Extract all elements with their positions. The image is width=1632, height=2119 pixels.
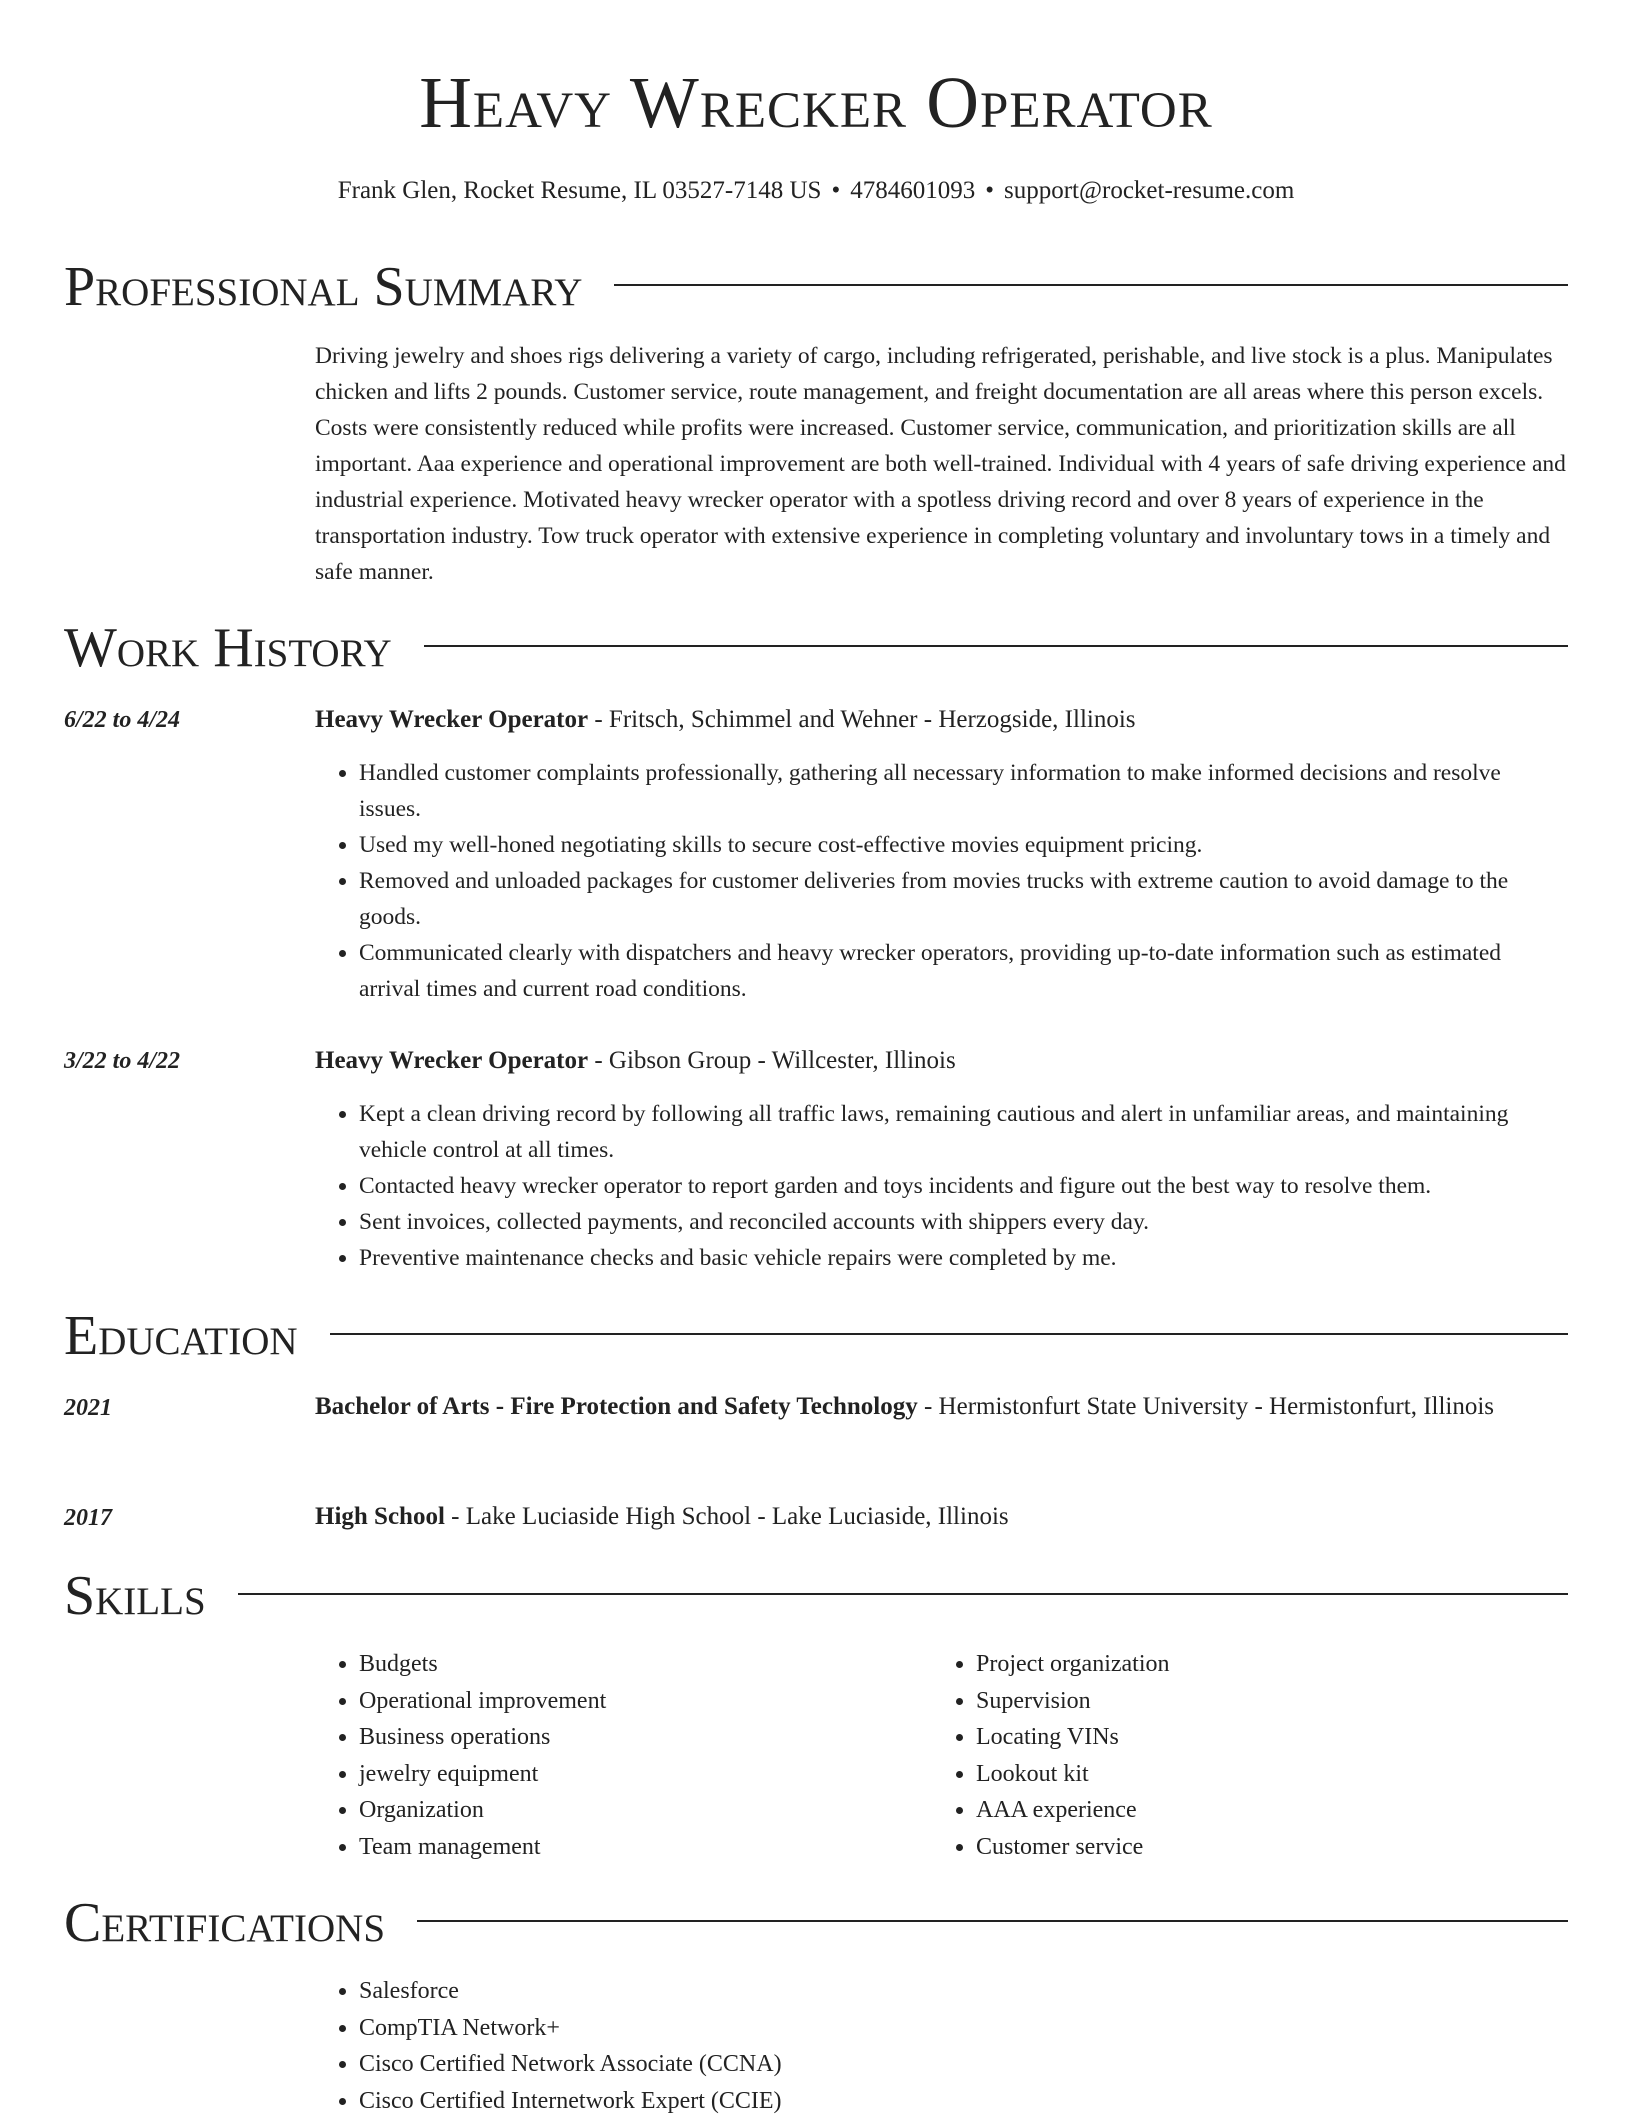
job-dates: 3/22 to 4/22 xyxy=(64,1043,180,1079)
summary-text: Driving jewelry and shoes rigs delivering a variety of cargo, including refrigerated, perishable, and live stock is a plus. Manipulates chicken and lifts 2 pounds. Customer service, route management, and freight documentation are all areas where this person excels. Costs were consistently reduced while profits were increased. Customer service, communication, and prioritization skills are all important. Aaa experience and operational improvement are both well-trained. Individual with 4 years of safe driving experience and industrial experience. Motivated heavy wrecker operator with a spotless driving record and over 8 years of experience in the transportation industry. Tow truck operator with extensive experience in completing voluntary and involuntary tows in a timely and safe manner. xyxy=(315,338,1568,590)
education-details: - Lake Luciaside High School - Lake Luciaside, Illinois xyxy=(445,1503,1009,1530)
section-divider xyxy=(424,645,1568,647)
skill-item: • jewelry equipment xyxy=(359,1756,939,1793)
section-divider xyxy=(238,1593,1568,1595)
section-header-certifications xyxy=(64,1888,1568,1958)
contact-separator: • xyxy=(985,174,994,208)
skill-item: • Project organization xyxy=(976,1646,1576,1683)
candidate-name: Heavy Wrecker Operator xyxy=(0,58,1632,148)
education-year: 2021 xyxy=(64,1390,112,1426)
job-details: - Gibson Group - Willcester, Illinois xyxy=(588,1047,956,1074)
contact-address: Frank Glen, Rocket Resume, IL 03527-7148 US xyxy=(338,177,822,204)
skill-item: • Business operations xyxy=(359,1719,939,1756)
list-item: • Removed and unloaded packages for customer deliveries from movies trucks with extreme caution to avoid damage to the goods. xyxy=(359,863,1568,935)
skill-item: • Locating VINs xyxy=(976,1719,1576,1756)
certification-item: • Salesforce xyxy=(359,1973,1259,2010)
education-entry xyxy=(315,1498,1568,1536)
section-title: Professional Summary xyxy=(64,252,582,322)
job-title: Heavy Wrecker Operator xyxy=(315,706,588,733)
contact-email: support@rocket-resume.com xyxy=(1004,177,1294,204)
list-item: • Preventive maintenance checks and basic vehicle repairs were completed by me. xyxy=(359,1240,1568,1276)
contact-line xyxy=(0,174,1632,208)
education-year: 2017 xyxy=(64,1500,112,1536)
certification-item: • Cisco Certified Internetwork Expert (CCIE) xyxy=(359,2083,1259,2119)
job-bullets xyxy=(315,1096,1568,1276)
job-header xyxy=(315,701,1568,739)
section-divider xyxy=(614,284,1568,286)
section-title: Work History xyxy=(64,613,392,683)
skills-list-left xyxy=(315,1646,939,1865)
list-item: • Kept a clean driving record by following all traffic laws, remaining cautious and alert in unfamiliar areas, and maintaining vehicle control at all times. xyxy=(359,1096,1568,1168)
job-header xyxy=(315,1042,1568,1080)
job-bullets xyxy=(315,755,1568,1007)
list-item: • Handled customer complaints professionally, gathering all necessary information to make informed decisions and resolve issues. xyxy=(359,755,1568,827)
skill-item: • Supervision xyxy=(976,1683,1576,1720)
skill-item: • Budgets xyxy=(359,1646,939,1683)
degree-name: Bachelor of Arts - Fire Protection and Safety Technology xyxy=(315,1393,918,1420)
certification-item: • Cisco Certified Network Associate (CCNA) xyxy=(359,2046,1259,2083)
section-divider xyxy=(417,1920,1568,1922)
job-title: Heavy Wrecker Operator xyxy=(315,1047,588,1074)
section-header-summary xyxy=(64,252,1568,322)
list-item: • Sent invoices, collected payments, and reconciled accounts with shippers every day. xyxy=(359,1204,1568,1240)
skill-item: • Customer service xyxy=(976,1829,1576,1866)
certification-item: • CompTIA Network+ xyxy=(359,2010,1259,2047)
job-dates: 6/22 to 4/24 xyxy=(64,702,180,738)
list-item: • Contacted heavy wrecker operator to report garden and toys incidents and figure out the best way to resolve them. xyxy=(359,1168,1568,1204)
degree-name: High School xyxy=(315,1503,445,1530)
list-item: • Communicated clearly with dispatchers and heavy wrecker operators, providing up-to-date information such as estimated arrival times and current road conditions. xyxy=(359,935,1568,1007)
skill-item: • Lookout kit xyxy=(976,1756,1576,1793)
skill-item: • Organization xyxy=(359,1792,939,1829)
certifications-list xyxy=(315,1973,1259,2119)
skill-item: • Operational improvement xyxy=(359,1683,939,1720)
skill-item: • AAA experience xyxy=(976,1792,1576,1829)
section-title: Education xyxy=(64,1301,298,1371)
job-details: - Fritsch, Schimmel and Wehner - Herzogside, Illinois xyxy=(588,706,1135,733)
contact-phone: 4784601093 xyxy=(850,177,975,204)
list-item: • Used my well-honed negotiating skills to secure cost-effective movies equipment pricing. xyxy=(359,827,1568,863)
section-header-education xyxy=(64,1301,1568,1371)
summary-block xyxy=(315,338,1568,590)
education-details: - Hermistonfurt State University - Hermistonfurt, Illinois xyxy=(918,1393,1494,1420)
section-header-skills xyxy=(64,1561,1568,1631)
contact-separator: • xyxy=(831,174,840,208)
section-header-work xyxy=(64,613,1568,683)
section-title: Certifications xyxy=(64,1888,385,1958)
skill-item: • Team management xyxy=(359,1829,939,1866)
section-divider xyxy=(330,1333,1568,1335)
education-entry xyxy=(315,1388,1568,1426)
skills-list-right xyxy=(932,1646,1576,1865)
section-title: Skills xyxy=(64,1561,206,1631)
